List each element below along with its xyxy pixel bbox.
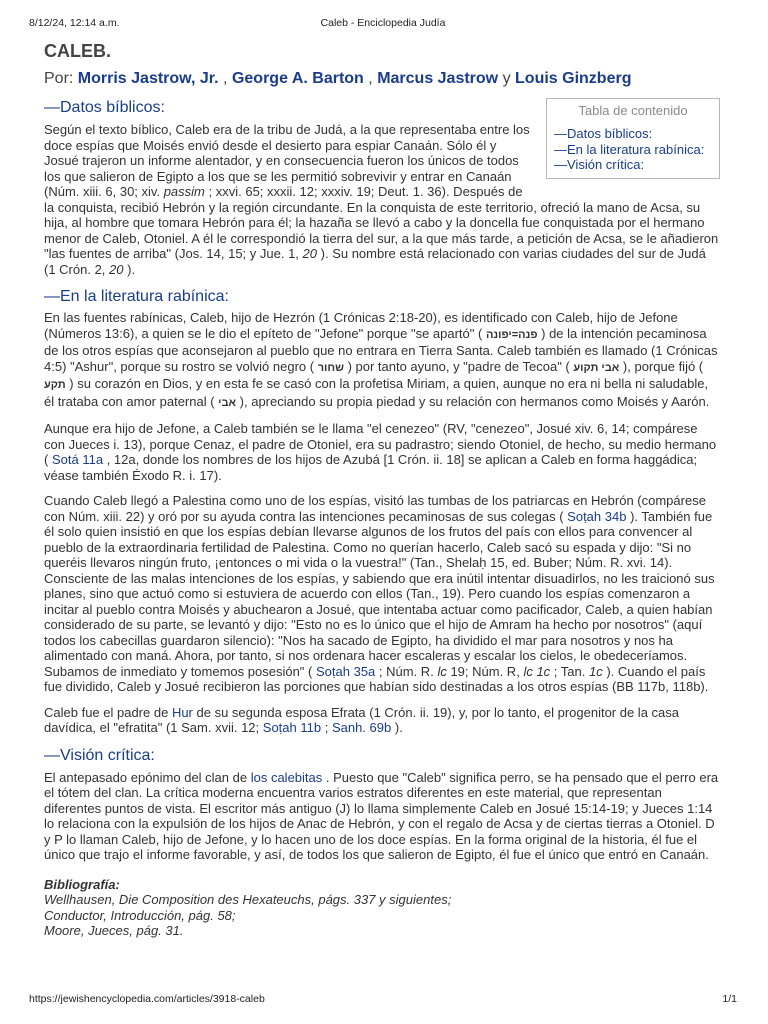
reference-link-calebitas[interactable]: los calebitas: [250, 769, 323, 785]
toc-title: Tabla de contenido: [578, 103, 688, 118]
text-run: ; Núm. R.: [378, 663, 434, 679]
text-run: ;: [324, 720, 329, 735]
print-header: [29, 17, 737, 31]
paragraph: [44, 310, 720, 411]
text-run: ). También fue él solo quien insistió en que los espías debían llevarse algunos de los frutos del país con ellos para convencer al pueblo de la extraordinaria fertilidad de Palestina. Como no querían hacerlo, Caleb sacó su espada y dijo: "Si no queréis llevaros ningún fruto, ¡entonces o mi vida o la vuestra!" (Tan., Shelaḥ 15, ed. Buber; Núm. R. xvi. 14). Consciente de las malas intenciones de los espías, y sabiendo que era inútil intentar disuadirlos, no les traicionó sus planes, sino que actuó como si estuviera de acuerdo con ellos (Tan., 19). Pero cuando los espías comenzaron a incitar al pueblo contra Moisés y abuchearon a Josué, que intentaba actuar como pacificador, Caleb, a quien habían considerado de su parte, se levantó y dijo: "Esto no es lo único que el hijo de Amram ha hecho por nosotros" (aquí todos los cabecillas guardaron silencio): "Nos ha sacado de Egipto, ha dividido el mar para nosotros y nos ha alimentado con maná. Ahora, por tanto, si nos ordenara hacer escaleras y escalar los cielos, le obedeceríamos. Subamos de inmediato y tomemos posesión" (: [44, 508, 715, 679]
text-run: ; xxvi. 65; xxxii. 12; xxxiv. 19; Deut. 1. 36). Después de la conquista, recibió Hebrón y la región circundante. En la conquista de este territorio, ofreció la mano de Acsa, su hija, al hombre que tomara Hebrón para él; la hazaña se llevó a cabo y la doncella fue conquistada por el hermano menor de Caleb, Otoniel. A él le correspondió la tierra del sur, a la que más tarde, a petición de Acsa, se le añadieron "las fuentes de arriba" (Jos. 14, 15; y Jue. 1,: [44, 184, 719, 261]
text-run: Según el texto bíblico, Caleb era de la tribu de Judá, a la que representaba entre los doce espías que Moisés envió desde el desierto para espiar Canaán. Sólo él y Josué trajeron un informe alentador, y en consecuencia fueron los únicos de todos los que salieron de Egipto a los que se les permitió sobrevivir y entrar en Canaán (Núm. xiii. 6, 30; xiv.: [44, 122, 530, 199]
bibliography-entry: Wellhausen, Die Composition des Hexateuchs, págs. 337 y siguientes;: [44, 892, 452, 907]
print-page-title: Caleb - Enciclopedia Judía: [320, 17, 446, 29]
text-run: ).: [394, 720, 403, 735]
hebrew-text: אבי תקוע: [573, 361, 620, 374]
text-run: En las fuentes rabínicas, Caleb, hijo de Hezrón (1 Crónicas 2:18-20), es identificado con Caleb, hijo de Jefone (Números 13:6), a quien se le dio el epíteto de "Jefone" porque "se apartó" (: [44, 310, 678, 341]
bibliography-label: [44, 877, 720, 893]
text-run: ) su corazón en Dios, y en esta fe se casó con la profetisa Miriam, a quien, aunque no era ni bella ni saludable, él trataba con amor paternal (: [44, 376, 709, 409]
text-run: El antepasado epónimo del clan de: [44, 769, 248, 785]
reference-link-sota-11a[interactable]: Sotá 11a: [51, 452, 104, 467]
text-run: Caleb fue el padre de: [44, 704, 169, 720]
text-run: ; Tan.: [553, 663, 586, 679]
paragraph: [44, 770, 720, 863]
hebrew-text: אבי: [218, 396, 237, 409]
text-run-italic: passim: [163, 184, 205, 199]
author-link-jastrow-jr[interactable]: Morris Jastrow, Jr.: [77, 70, 219, 87]
reference-link-sotah-35a[interactable]: Soṭah 35a: [316, 663, 376, 679]
author-separator: ,: [223, 70, 228, 87]
paragraph: [44, 421, 720, 483]
reference-link-sotah-34b[interactable]: Soṭah 34b: [567, 508, 627, 524]
article-content: [44, 38, 720, 939]
text-run: Aunque era hijo de Jefone, a Caleb también se le llama "el cenezeo" (RV, "cenezeo", Josué xiv. 6, 14; compárese con Jueces i. 13), porque Cenaz, el padre de Otoniel, era su padrastro; siendo Otoniel, de hecho, su medio hermano (: [44, 421, 717, 467]
text-run: ), porque fijó (: [622, 358, 704, 374]
by-label: Por:: [44, 70, 74, 87]
text-run: de su segunda esposa Efrata (1 Crón. ii. 19), y, por lo tanto, el progenitor de la casa davídica, el "efratita" (1 Sam. xvii. 12;: [44, 704, 680, 735]
reference-link-hur[interactable]: Hur: [171, 704, 193, 720]
section-rabbinical: [44, 286, 720, 736]
author-link-ginzberg[interactable]: Louis Ginzberg: [515, 70, 632, 87]
heading-critical: —Visión crítica:: [44, 746, 155, 764]
bibliography: [44, 877, 720, 939]
section-critical: [44, 745, 720, 863]
print-datetime: 8/12/24, 12:14 a.m.: [29, 17, 120, 29]
reference-link-sotah-11b[interactable]: Soṭah 11b: [262, 720, 322, 735]
reference-link-sanh-69b[interactable]: Sanh. 69b: [331, 720, 392, 735]
bibliography-entry: Moore, Jueces, pág. 31.: [44, 923, 184, 938]
author-link-marcus-jastrow[interactable]: Marcus Jastrow: [377, 70, 499, 87]
article-title: CALEB.: [44, 41, 111, 61]
text-run: ). Su nombre está relacionado con varias ciudades del sur de Judá (1 Crón. 2,: [44, 246, 706, 277]
table-of-contents: [546, 98, 720, 179]
author-separator: ,: [368, 70, 373, 87]
hebrew-text: פנה=יפונה: [485, 328, 538, 341]
text-run: , 12a, donde los nombres de los hijos de Azubá [1 Crón. ii. 18] se aplican a Caleb en forma haggádica; véase también Éxodo R. i. 17).: [44, 452, 698, 483]
text-run: ), apreciando su propia piedad y su relación con hermanos como Moisés y Aarón.: [239, 393, 710, 409]
text-run: ) por tanto ayuno, y "padre de Tecoa" (: [347, 358, 570, 374]
heading-rabbinical: —En la literatura rabínica:: [44, 288, 229, 305]
paragraph: [44, 705, 720, 736]
author-link-barton[interactable]: George A. Barton: [231, 70, 364, 87]
text-run: . Puesto que "Caleb" significa perro, se ha pensado que el perro era el tótem del clan. La crítica moderna encuentra varios estratos diferentes en este material, que representan diferentes puntos de vista. El escritor más antiguo (J) lo llama simplemente Caleb en Josué 15:14-19; y Jueces 1:14 lo relaciona con la expulsión de los hijos de Anac de Hebrón, y con el regalo de Acsa y de ciertas tierras a Otoniel. D y P lo llaman Caleb, hijo de Jefone, y lo hacen uno de los doce espías. En la forma original de la historia, él fue el único que trajo el informe favorable, y así, de todos los que salieron de Egipto, él fue el único que entró en Canaán.: [44, 769, 719, 862]
authors-line: [44, 68, 720, 90]
text-run-italic: 1c: [588, 663, 603, 679]
toc-item-critical[interactable]: —Visión crítica:: [554, 157, 645, 172]
hebrew-text: תקע: [44, 379, 66, 391]
hebrew-text: שחור: [317, 361, 344, 374]
text-run-italic: lc 1c: [523, 663, 551, 679]
section-biblical: [44, 97, 720, 277]
print-url: https://jewishencyclopedia.com/articles/3918-caleb: [29, 993, 265, 1005]
text-run: 19; Núm. R,: [450, 663, 520, 679]
heading-biblical: —Datos bíblicos:: [44, 99, 165, 116]
text-run: ). Cuando el país fue dividido, Caleb y Josué recibieron las porciones que habían sido destinadas a los otros espías (BB 117b, 118b).: [44, 663, 709, 694]
bibliography-heading: Bibliografía:: [44, 876, 120, 892]
text-run: ) de la intención pecaminosa de los otros espías que aconsejaron al pueblo que no entrara en Tierra Santa. Caleb también es llamado (1 Crónicas 4:5) "Ashur", porque su rostro se volvió negro (: [44, 325, 718, 374]
toc-item-biblical[interactable]: —Datos bíblicos:: [554, 126, 653, 141]
text-run-italic: 20: [109, 261, 124, 277]
author-separator-and: y: [502, 70, 511, 87]
print-footer: [29, 993, 737, 1007]
text-run-italic: 20: [302, 246, 318, 261]
text-run: Cuando Caleb llegó a Palestina como uno de los espías, visitó las tumbas de los patriarcas en Hebrón (compárese con Núm. xiii. 22) y oró por su ayuda contra las intenciones pecaminosas de sus colegas (: [44, 493, 706, 524]
page-number: 1/1: [722, 993, 737, 1005]
paragraph: [44, 493, 720, 695]
text-run-italic: lc: [437, 663, 447, 679]
bibliography-entry: Conductor, Introducción, pág. 58;: [44, 907, 236, 923]
toc-item-rabbinical[interactable]: —En la literatura rabínica:: [554, 141, 705, 157]
text-run: ).: [127, 261, 136, 277]
